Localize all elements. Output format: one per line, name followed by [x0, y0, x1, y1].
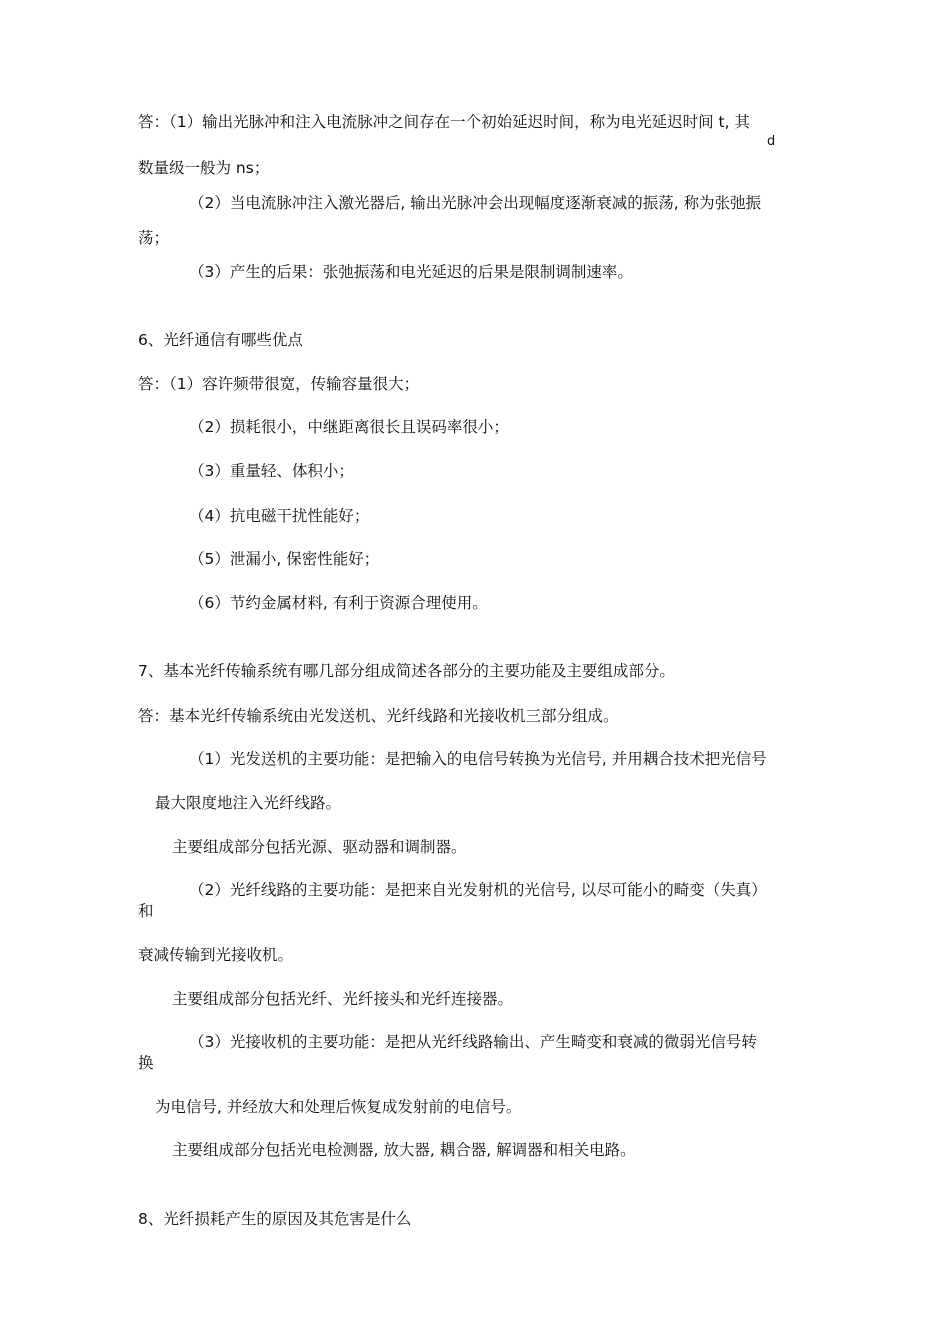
- answer-7-item-2-cont: 衰减传输到光接收机。: [138, 946, 294, 964]
- answer-6-item-4: （4）抗电磁干扰性能好；: [189, 507, 370, 525]
- answer-7-item-2: （2）光纤线路的主要功能：是把来自光发射机的光信号, 以尽可能小的畸变（失真）: [189, 881, 767, 899]
- answer-6-item-6: （6）节约金属材料, 有利于资源合理使用。: [189, 594, 488, 612]
- answer-7-item-1-components: 主要组成部分包括光源、驱动器和调制器。: [172, 838, 467, 856]
- answer-7-item-2-wrap: 和: [138, 902, 154, 920]
- answer-6-item-2: （2）损耗很小，中继距离很长且误码率很小；: [189, 418, 509, 436]
- answer-6-item-1: 答：（1）容许频带很宽，传输容量很大；: [138, 375, 420, 393]
- subscript-d: d: [767, 134, 776, 149]
- question-6: 6、光纤通信有哪些优点: [138, 331, 303, 349]
- answer-7-intro: 答：基本光纤传输系统由光发送机、光纤线路和光接收机三部分组成。: [138, 707, 619, 725]
- answer-7-item-3: （3）光接收机的主要功能：是把从光纤线路输出、产生畸变和衰减的微弱光信号转: [189, 1033, 757, 1051]
- answer-7-item-2-components: 主要组成部分包括光纤、光纤接头和光纤连接器。: [172, 990, 514, 1008]
- question-8: 8、光纤损耗产生的原因及其危害是什么: [138, 1210, 412, 1228]
- question-7: 7、基本光纤传输系统有哪几部分组成简述各部分的主要功能及主要组成部分。: [138, 662, 675, 680]
- answer-6-item-5: （5）泄漏小, 保密性能好；: [189, 550, 380, 568]
- answer-5-line-2: 数量级一般为 ns；: [138, 159, 270, 177]
- answer-5-line-1: 答：（1）输出光脉冲和注入电流脉冲之间存在一个初始延迟时间，称为电光延迟时间 t, 其: [138, 113, 750, 131]
- answer-7-item-3-wrap: 换: [138, 1054, 154, 1072]
- answer-7-item-1: （1）光发送机的主要功能：是把输入的电信号转换为光信号, 并用耦合技术把光信号: [189, 750, 767, 768]
- answer-5-item-2-cont: 荡；: [138, 229, 170, 247]
- answer-7-item-3-cont: 为电信号, 并经放大和处理后恢复成发射前的电信号。: [155, 1098, 522, 1116]
- answer-7-item-3-components: 主要组成部分包括光电检测器, 放大器, 耦合器, 解调器和相关电路。: [172, 1141, 636, 1159]
- answer-7-item-1-cont: 最大限度地注入光纤线路。: [155, 794, 342, 812]
- answer-5-item-2: （2）当电流脉冲注入激光器后, 输出光脉冲会出现幅度逐渐衰减的振荡, 称为张弛振: [189, 194, 762, 212]
- answer-6-item-3: （3）重量轻、体积小；: [189, 462, 354, 480]
- answer-5-item-3: （3）产生的后果：张弛振荡和电光延迟的后果是限制调制速率。: [189, 263, 633, 281]
